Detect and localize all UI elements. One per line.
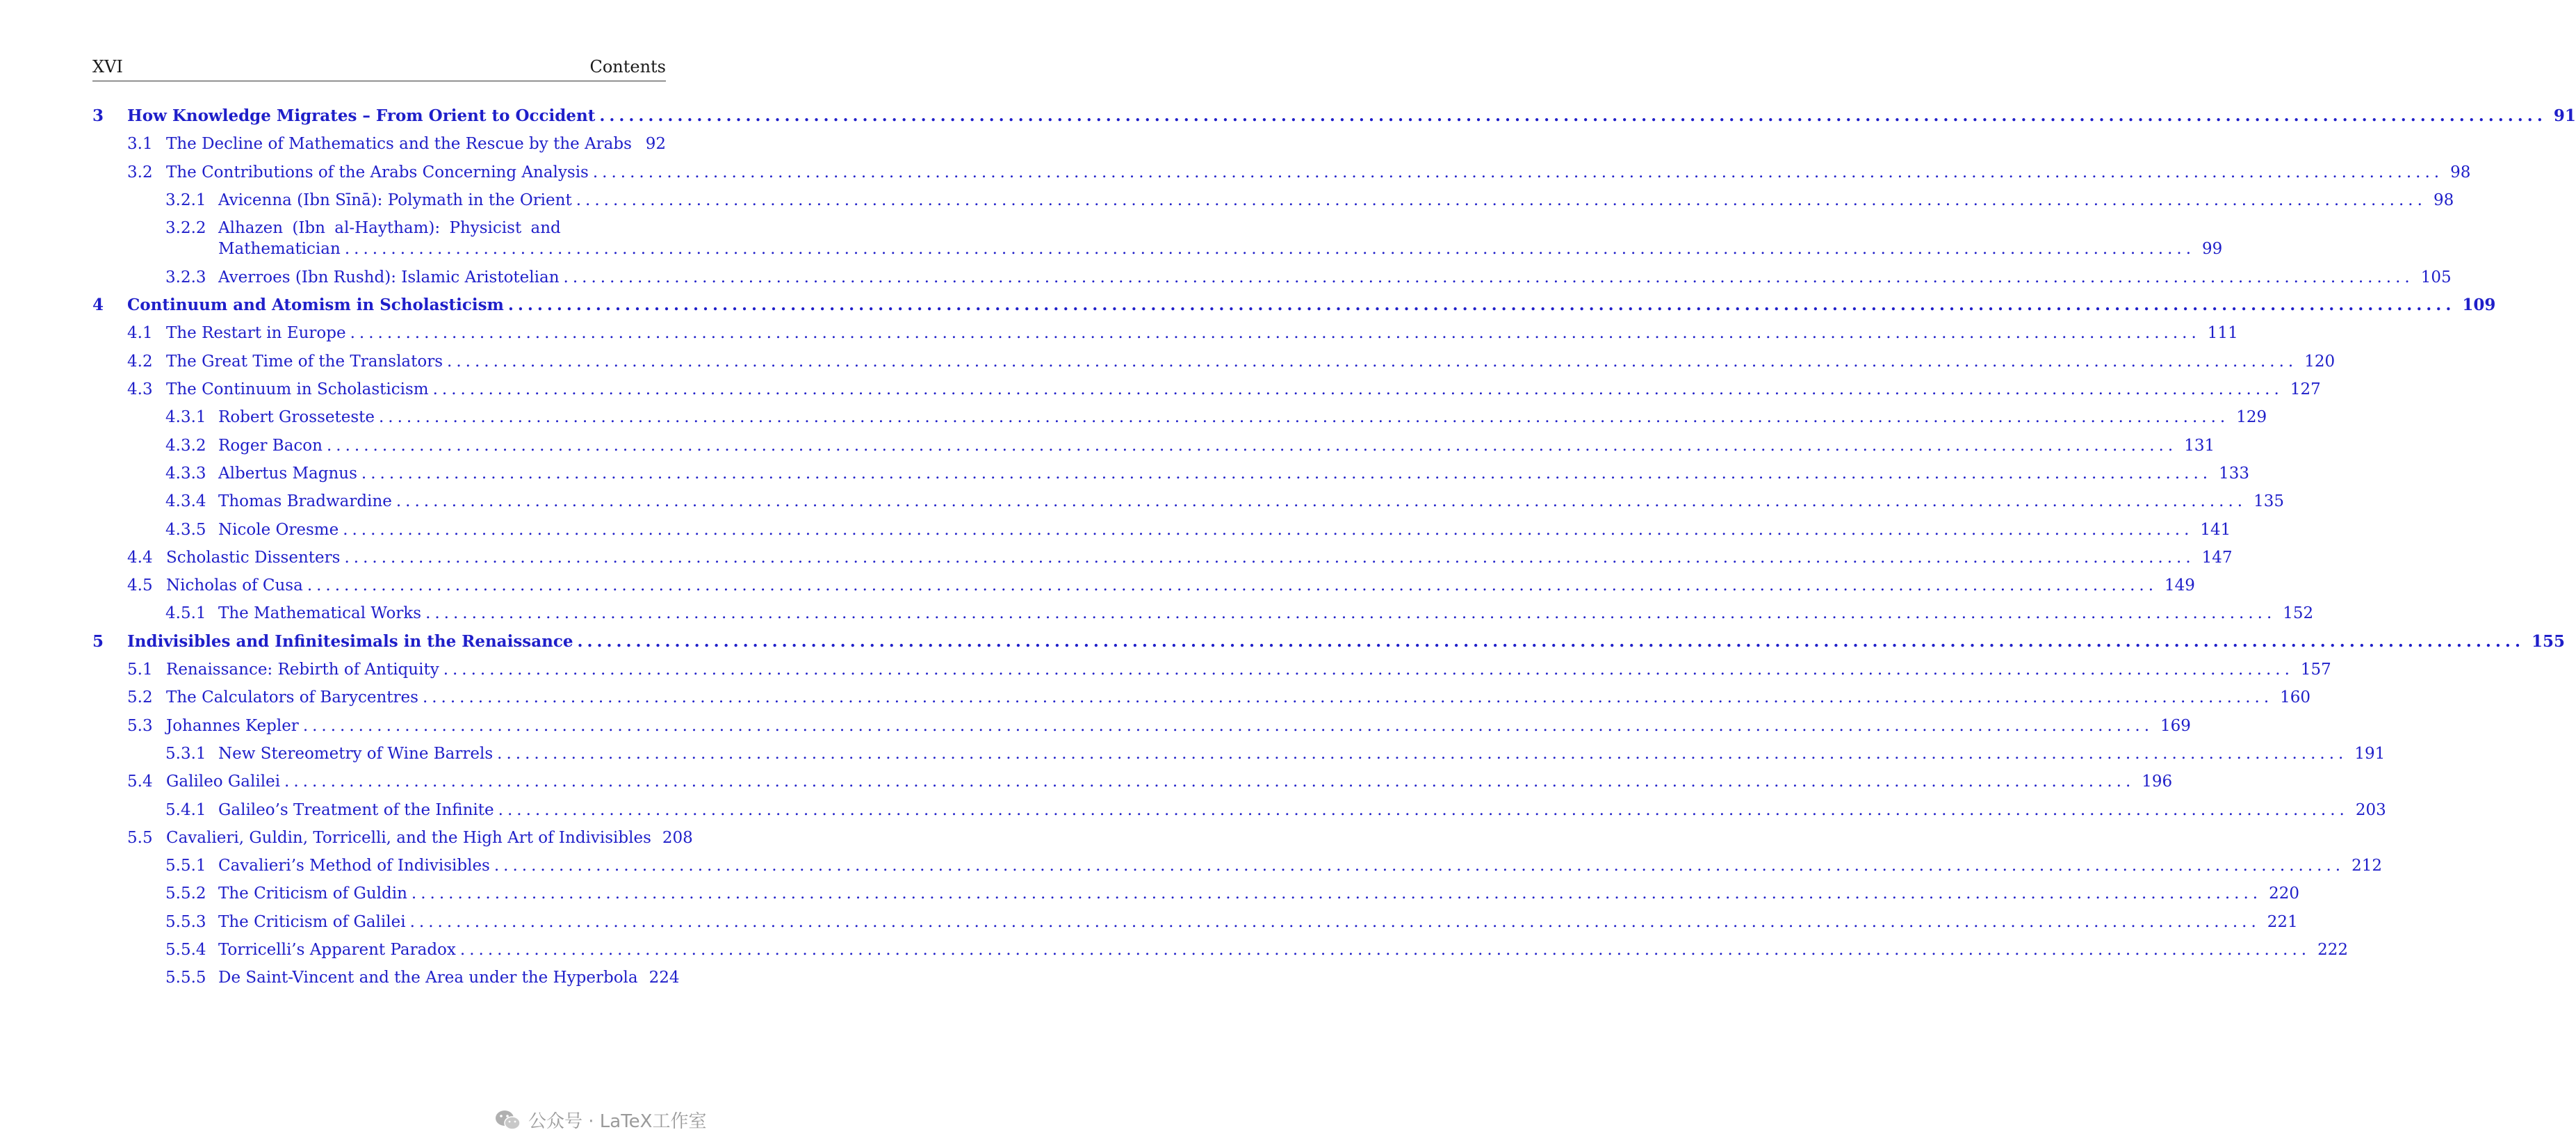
toc-entry[interactable] [165, 967, 680, 988]
toc-number: 4.5.1 [165, 604, 206, 623]
toc-leader-dots: ........................................................................................................................................................................................................ [563, 268, 2414, 286]
toc-entry[interactable] [165, 491, 2284, 512]
toc-chapter[interactable] [92, 295, 2496, 316]
toc-title: Nicholas of Cusa [166, 576, 303, 595]
toc-number: 4.3.5 [165, 520, 206, 539]
toc-title: Cavalieri, Guldin, Torricelli, and the High Art of Indivisibles [166, 828, 651, 847]
toc-page-number: 149 [2165, 576, 2195, 595]
toc-leader-dots: ........................................................................................................................................................................................................ [302, 716, 2154, 735]
toc-entry[interactable] [165, 800, 2386, 821]
toc-leader-dots: ........................................................................................................................................................................................................ [379, 408, 2230, 427]
toc-number: 3.2 [127, 163, 153, 181]
wechat-icon [495, 1109, 521, 1131]
toc-title: Scholastic Dissenters [166, 548, 341, 567]
toc-leader-dots: ........................................................................................................................................................................................................ [447, 352, 2298, 371]
toc-leader-dots: ........................................................................................................................................................................................................ [344, 240, 2196, 259]
toc-title: Galileo Galilei [166, 773, 281, 791]
toc-title: Averroes (Ibn Rushd): Islamic Aristotelian [218, 268, 560, 286]
toc-entry[interactable] [127, 547, 2233, 568]
toc-page-number: 147 [2201, 548, 2233, 567]
toc-number: 4.3.2 [165, 436, 206, 455]
toc-number: 3 [92, 106, 104, 125]
toc-leader-dots: ........................................................................................................................................................................................................ [494, 857, 2345, 875]
toc-leader-dots: ........................................................................................................................................................................................................ [284, 773, 2135, 791]
toc-number: 4.3 [127, 380, 153, 398]
toc-entry[interactable] [127, 351, 2335, 372]
toc-number: 5.4.1 [165, 800, 206, 819]
toc-number: 4.3.4 [165, 492, 206, 511]
toc-title: Torricelli’s Apparent Paradox [218, 941, 456, 959]
toc-entry[interactable] [165, 267, 2452, 288]
toc-number: 3.2.1 [165, 191, 206, 209]
toc-number: 5.5.4 [165, 941, 206, 959]
toc-title: The Continuum in Scholasticism [166, 380, 429, 398]
toc-number: 5.5.3 [165, 912, 206, 931]
toc-page-number: 127 [2290, 380, 2321, 398]
toc-entry[interactable] [127, 827, 693, 848]
toc-entry[interactable] [165, 855, 2382, 876]
toc-entry[interactable] [127, 323, 2238, 344]
toc-page-number: 141 [2200, 520, 2231, 539]
toc-number: 3.1 [127, 135, 153, 154]
watermark-text: 公众号 · LaTeX工作室 [528, 1111, 707, 1132]
toc-leader-dots: ........................................................................................................................................................................................................ [396, 492, 2247, 511]
toc-entry[interactable] [165, 218, 2223, 259]
toc-title: Galileo’s Treatment of the Infinite [218, 800, 494, 819]
toc-leader-dots: ........................................................................................................................................................................................................ [343, 520, 2194, 539]
toc-leader-dots: ........................................................................................................................................................................................................ [497, 744, 2348, 763]
toc-title: Albertus Magnus [218, 464, 357, 483]
page-number: XVI [92, 57, 123, 76]
toc-title: Indivisibles and Infinitesimals in the Renaissance [127, 631, 573, 651]
toc-entry[interactable] [165, 435, 2215, 456]
toc-title: The Restart in Europe [166, 324, 346, 343]
toc-title: How Knowledge Migrates – From Orient to Occident [127, 106, 596, 125]
toc-page-number: 152 [2283, 604, 2314, 623]
toc-number: 5.5.2 [165, 884, 206, 903]
toc-page-number: 155 [2531, 631, 2565, 651]
toc-page-number: 98 [2433, 191, 2454, 209]
toc-title: New Stereometry of Wine Barrels [218, 744, 494, 763]
toc-title: Robert Grosseteste [218, 408, 375, 427]
toc-leader-dots: ........................................................................................................................................................................................................ [576, 191, 2427, 209]
toc-leader-dots: ........................................................................................................................................................................................................ [599, 106, 2547, 125]
toc-title: The Calculators of Barycentres [166, 688, 418, 707]
toc-leader-dots: ........................................................................................................................................................................................................ [307, 576, 2158, 595]
toc-page-number: 196 [2142, 773, 2173, 791]
toc-title-line: Alhazen (Ibn al-Haytham): Physicist and [218, 219, 561, 238]
toc-title: Continuum and Atomism in Scholasticism [127, 296, 504, 315]
toc-page-number: 212 [2351, 857, 2382, 875]
toc-entry[interactable] [127, 575, 2195, 596]
toc-number: 3.2.2 [165, 219, 206, 238]
toc-title: The Decline of Mathematics and the Rescue by the Arabs [166, 135, 632, 154]
toc-leader-dots: ........................................................................................................................................................................................................ [344, 548, 2195, 567]
toc-number: 5 [92, 631, 104, 651]
toc-entry[interactable] [165, 939, 2349, 960]
toc-entry[interactable] [165, 603, 2314, 624]
toc-leader-dots: ........................................................................................................................................................................................................ [443, 661, 2294, 679]
toc-title: Nicole Oresme [218, 520, 339, 539]
toc-page-number: 99 [2202, 240, 2223, 259]
toc-page-number: 131 [2184, 436, 2215, 455]
toc-title: Mathematician [218, 240, 341, 259]
toc-number: 4.5 [127, 576, 153, 595]
toc-leader-dots: ........................................................................................................................................................................................................ [425, 604, 2276, 623]
toc-page-number: 222 [2317, 941, 2349, 959]
toc-entry[interactable] [165, 407, 2267, 428]
toc-leader-dots: ........................................................................................................................................................................................................ [432, 380, 2283, 398]
toc-page-number: 105 [2420, 268, 2452, 286]
toc-title: The Criticism of Galilei [218, 912, 406, 931]
toc-page-number: 133 [2219, 464, 2250, 483]
toc-number: 4.4 [127, 548, 153, 567]
toc-entry[interactable] [127, 687, 2311, 708]
toc-entry[interactable] [165, 190, 2454, 211]
toc-title: Cavalieri’s Method of Indivisibles [218, 857, 490, 875]
toc-page-number: 91 [2553, 106, 2576, 125]
toc-number: 5.4 [127, 773, 153, 791]
toc-entry[interactable] [165, 519, 2231, 540]
toc-number: 4.1 [127, 324, 153, 343]
toc-title: The Mathematical Works [218, 604, 422, 623]
toc-page-number: 109 [2462, 296, 2496, 315]
toc-page-number: 92 [645, 135, 666, 154]
toc-title: De Saint-Vincent and the Area under the Hyperbola [218, 969, 638, 987]
toc-page-number: 169 [2160, 716, 2191, 735]
toc-number: 4 [92, 296, 104, 315]
toc-number: 5.3.1 [165, 744, 206, 763]
toc-chapter[interactable] [92, 631, 2565, 652]
toc-leader-dots: ........................................................................................................................................................................................................ [577, 631, 2525, 651]
toc-number: 5.1 [127, 661, 153, 679]
toc-leader-dots: ........................................................................................................................................................................................................ [326, 436, 2178, 455]
toc-page-number: 203 [2355, 800, 2386, 819]
toc-chapter[interactable] [92, 106, 2576, 127]
toc-number: 5.5 [127, 828, 153, 847]
toc-entry[interactable] [127, 379, 2321, 400]
toc-number: 4.2 [127, 352, 153, 371]
toc-leader-dots: ........................................................................................................................................................................................................ [459, 941, 2311, 959]
toc-leader-dots: ........................................................................................................................................................................................................ [592, 163, 2444, 181]
toc-entry[interactable] [165, 743, 2386, 764]
watermark [495, 1107, 706, 1133]
toc-number: 4.3.1 [165, 408, 206, 427]
toc-page-number: 221 [2267, 912, 2298, 931]
toc-entry[interactable] [165, 463, 2250, 484]
toc-leader-dots: ........................................................................................................................................................................................................ [507, 296, 2456, 315]
toc-leader-dots: ........................................................................................................................................................................................................ [411, 884, 2263, 903]
toc-title: The Criticism of Guldin [218, 884, 407, 903]
toc-entry[interactable] [127, 134, 666, 154]
toc-page-number: 111 [2207, 324, 2238, 343]
toc-page-number: 224 [649, 969, 680, 987]
toc-page-number: 157 [2300, 661, 2331, 679]
toc-leader-dots: ........................................................................................................................................................................................................ [409, 912, 2260, 931]
toc-title: Renaissance: Rebirth of Antiquity [166, 661, 439, 679]
toc-entry[interactable] [165, 883, 2300, 904]
toc-title: Avicenna (Ibn Sīnā): Polymath in the Orient [218, 191, 572, 209]
toc-number: 5.3 [127, 716, 153, 735]
toc-page-number: 220 [2269, 884, 2300, 903]
toc-page-number: 98 [2450, 163, 2471, 181]
toc-number: 4.3.3 [165, 464, 206, 483]
toc-title: Roger Bacon [218, 436, 323, 455]
toc-leader-dots: ........................................................................................................................................................................................................ [498, 800, 2349, 819]
toc-page-number: 208 [662, 828, 693, 847]
toc-page-number: 191 [2354, 744, 2386, 763]
toc-number: 3.2.3 [165, 268, 206, 286]
page-header [92, 57, 666, 76]
toc-title: Thomas Bradwardine [218, 492, 392, 511]
toc-title: The Contributions of the Arabs Concerning Analysis [166, 163, 589, 181]
toc-entry[interactable] [165, 912, 2298, 932]
toc-number: 5.5.1 [165, 857, 206, 875]
toc-leader-dots: ........................................................................................................................................................................................................ [361, 464, 2212, 483]
toc-entry[interactable] [127, 659, 2331, 680]
toc-page-number: 135 [2253, 492, 2284, 511]
toc-number: 5.5.5 [165, 969, 206, 987]
toc-title: Johannes Kepler [166, 716, 299, 735]
toc-entry[interactable] [127, 771, 2173, 792]
toc-title: The Great Time of the Translators [166, 352, 443, 371]
toc-page-number: 129 [2236, 408, 2267, 427]
toc-number: 5.2 [127, 688, 153, 707]
running-title: Contents [589, 57, 666, 76]
toc-leader-dots: ........................................................................................................................................................................................................ [422, 688, 2274, 707]
toc-entry[interactable] [127, 162, 2471, 183]
toc-page-number: 120 [2304, 352, 2335, 371]
toc-entry[interactable] [127, 716, 2191, 736]
toc-page-number: 160 [2280, 688, 2311, 707]
toc-leader-dots: ........................................................................................................................................................................................................ [350, 324, 2201, 343]
